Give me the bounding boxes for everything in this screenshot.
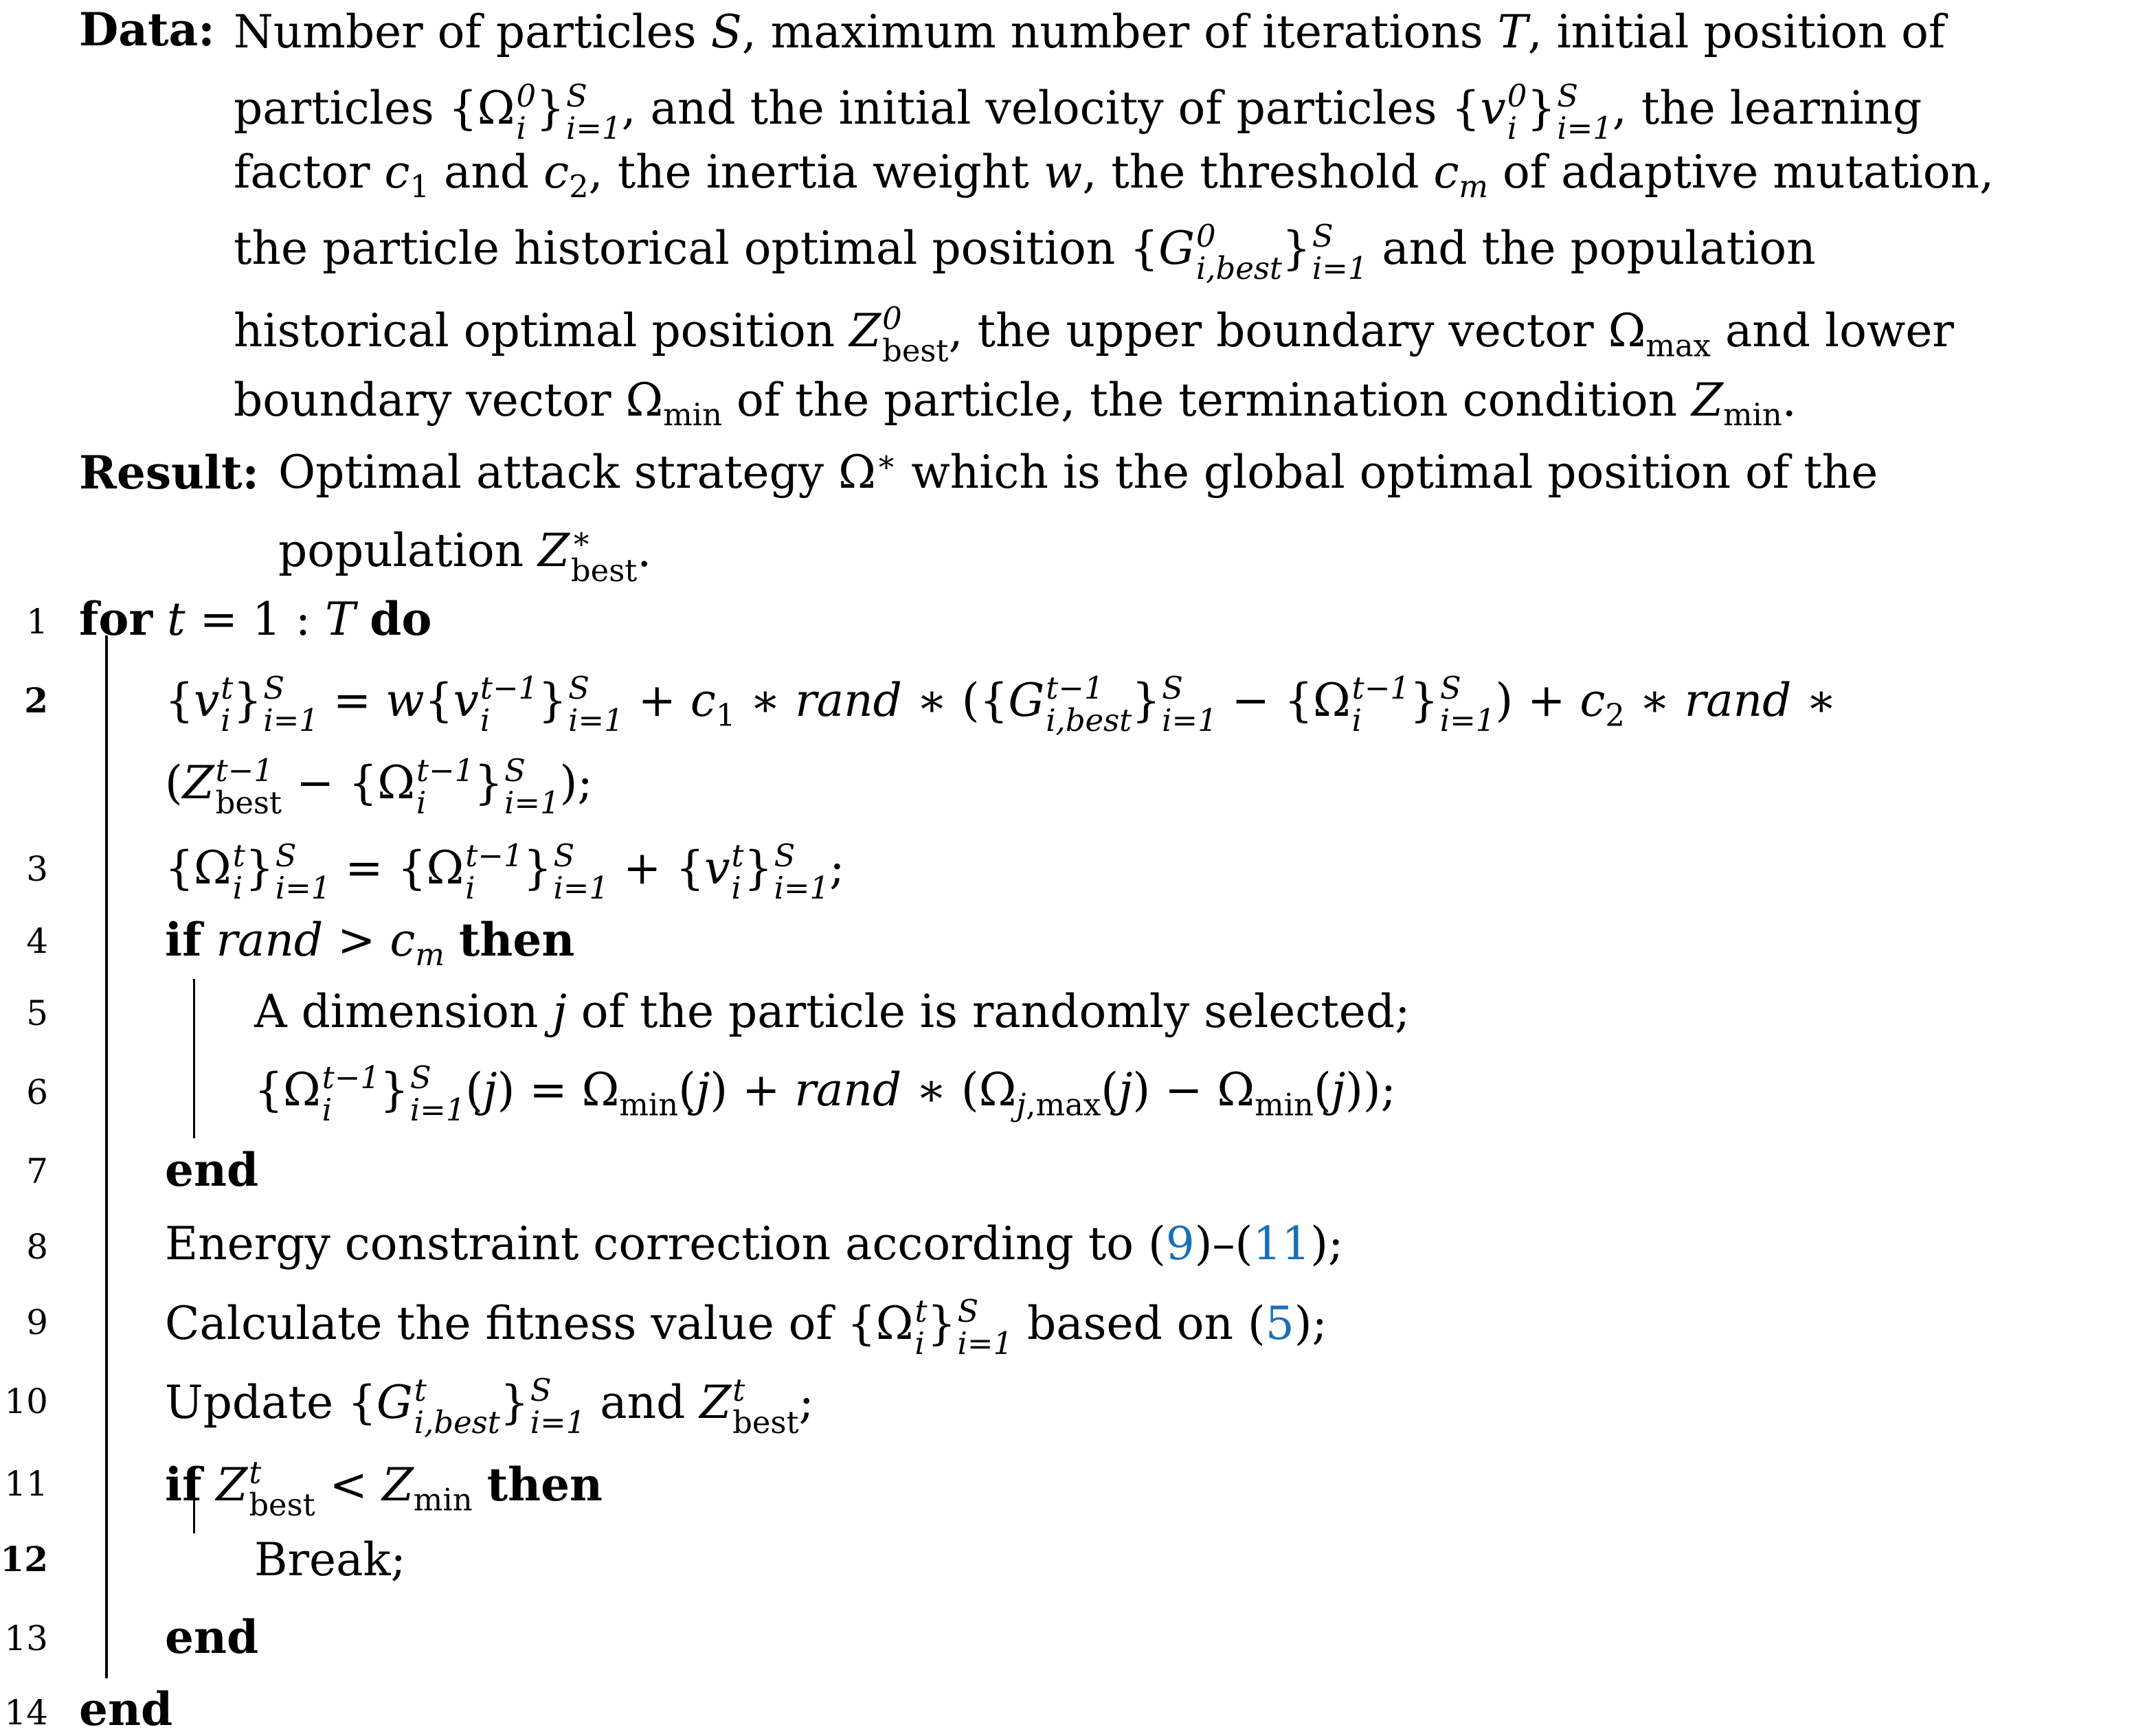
line-number-3: 3 [26, 849, 48, 889]
line-number-5: 5 [26, 993, 48, 1033]
line-7: end [165, 1143, 259, 1197]
line-4: if rand > $c_m$ then [165, 913, 575, 973]
result-header [79, 446, 259, 499]
line-14: end [79, 1682, 173, 1736]
for-block-rule [105, 635, 108, 1678]
data-line-2: particles {Ω 0 i } S i=1 , and the initial velocity of particles {v 0 i } S i=1 , the learning [234, 78, 1922, 147]
data-line-4: the particle historical optimal position {G 0 i,best } S i=1 and the population [234, 218, 1816, 287]
line-12: Break; [254, 1533, 406, 1586]
line-number-4: 4 [26, 921, 48, 961]
line-number-10: 10 [4, 1382, 48, 1421]
data-line-1: Number of particles S, maximum number of iterations T, initial position of [234, 5, 1946, 58]
data-line-3: factor $c_1$ and $c_2$, the inertia weight w, the threshold $c_m$ of adaptive mutation, [234, 146, 1995, 205]
line-10: Update {G t i,best } S i=1 and Z t best ; [165, 1372, 814, 1441]
line-number-9: 9 [26, 1303, 48, 1342]
if-block-rule-1 [193, 979, 195, 1138]
result-label: Result: [79, 446, 259, 499]
line-number-11: 11 [4, 1464, 48, 1504]
line-11: if Z t best < $Z_{min}$ then [165, 1454, 603, 1524]
data-line-5: historical optimal position Z 0 best , the upper boundary vector $\Omega_{max}$ and lower [234, 300, 1954, 370]
equation-ref-5[interactable]: 5 [1265, 1297, 1294, 1351]
line-number-1: 1 [26, 602, 48, 642]
data-line-6: boundary vector $\Omega_{min}$ of the particle, the termination condition $Z_{min}$. [234, 374, 1797, 433]
line-number-12: 12 [0, 1539, 48, 1579]
line-number-6: 6 [26, 1072, 48, 1112]
line-2: {v t i } S i=1 = w{v t−1 i } S i=1 + $c_1$ ∗ rand ∗ ({G t−1 i,best } S i=1 − {Ω t−1 i } S i=1 ) + $c_2$ ∗ rand ∗ [165, 670, 1837, 739]
line-13: end [165, 1610, 259, 1664]
line-9: Calculate the fitness value of {Ω t i } S i=1 based on (5); [165, 1293, 1327, 1362]
data-label: Data: [79, 3, 215, 56]
line-5: A dimension j of the particle is randomly selected; [254, 985, 1411, 1038]
line-number-2: 2 [24, 680, 48, 721]
line-number-14: 14 [4, 1693, 48, 1733]
line-1: for t = 1 : T do [79, 592, 432, 646]
result-line-2: population Z ∗ best . [278, 520, 652, 589]
result-line-1: Optimal attack strategy Ω∗ which is the global optimal position of the [278, 443, 1878, 499]
line-8: Energy constraint correction according to (9)–(11); [165, 1217, 1344, 1270]
line-number-8: 8 [26, 1227, 48, 1267]
equation-ref-9[interactable]: 9 [1165, 1217, 1195, 1270]
equation-ref-11[interactable]: 11 [1253, 1217, 1311, 1270]
line-number-13: 13 [4, 1619, 48, 1658]
data-header [79, 3, 215, 56]
line-6: {Ω t−1 i } S i=1 $(j) = \Omega_{min}(j)$ + rand ∗ $(\Omega_{j,max}(j) - \Omega_{min}(j))$; [254, 1059, 1396, 1129]
line-number-7: 7 [26, 1151, 48, 1191]
line-2-continued: (Z t−1 best − {Ω t−1 i } S i=1 ); [165, 752, 593, 822]
line-3: {Ω t i } S i=1 = {Ω t−1 i } S i=1 + {v t i } S i=1 ; [165, 837, 845, 907]
